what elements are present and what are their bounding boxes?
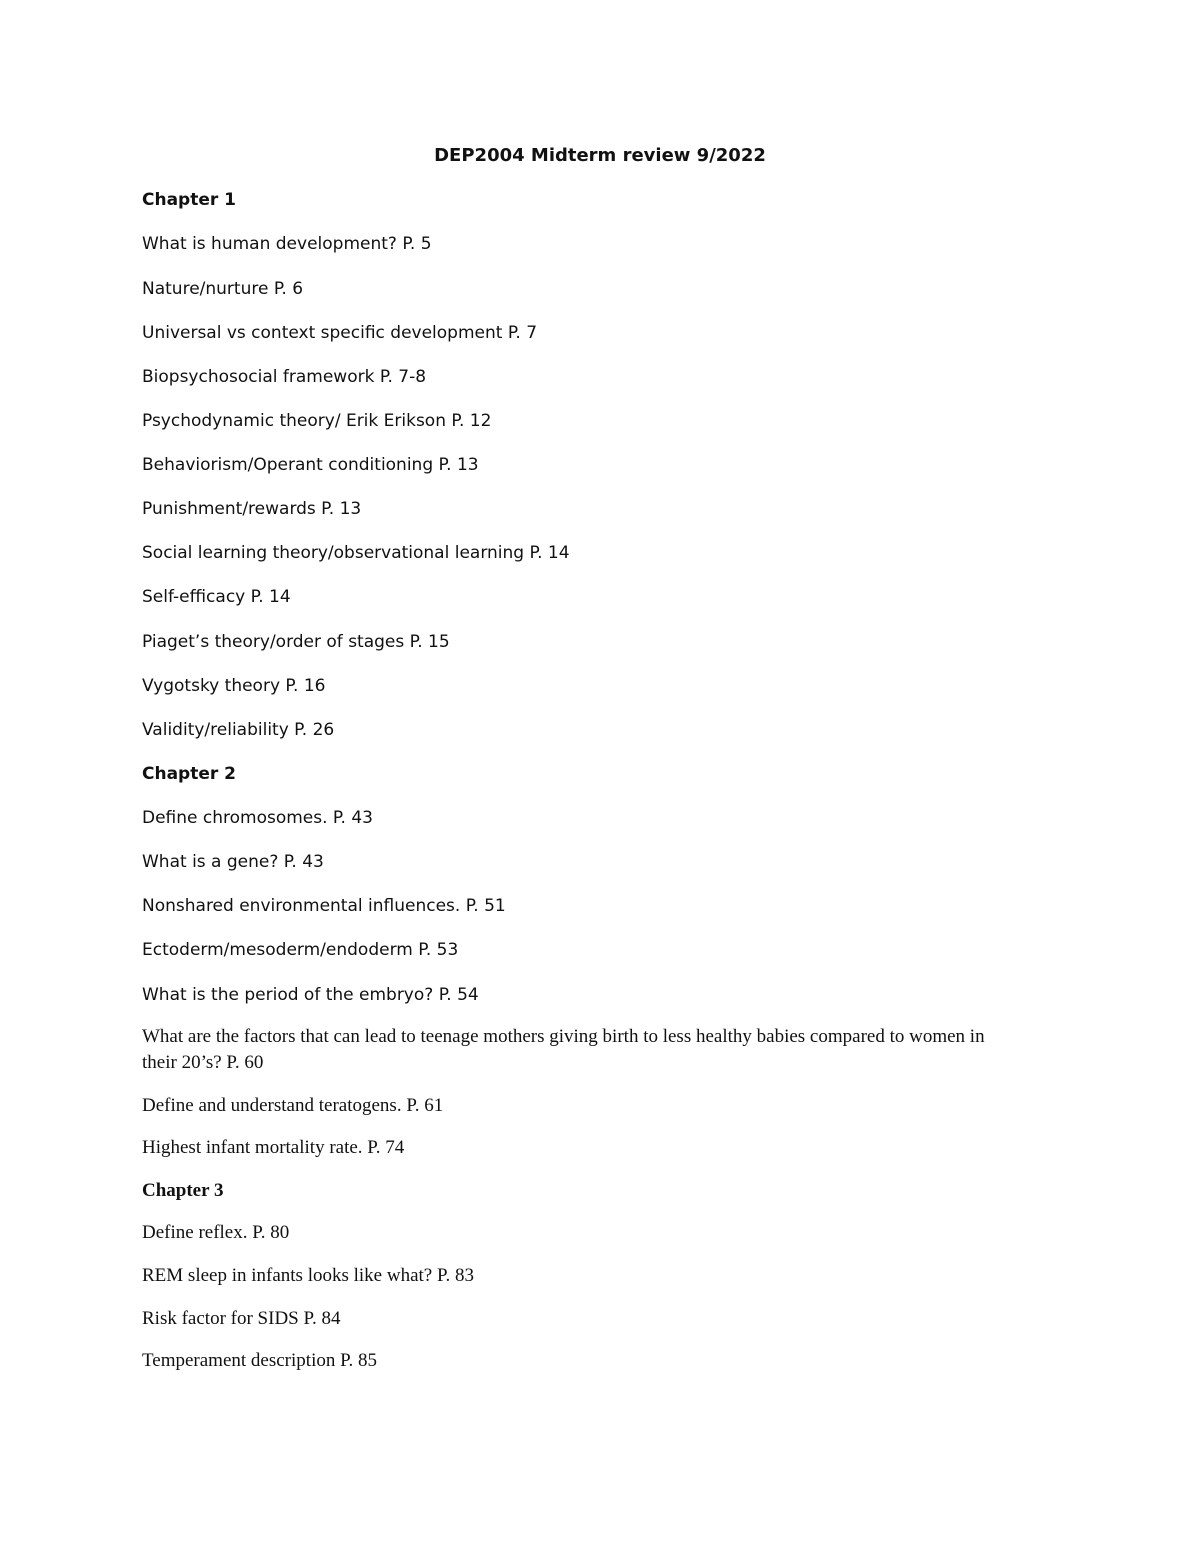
review-item: Psychodynamic theory/ Erik Erikson P. 12 bbox=[142, 411, 492, 431]
review-item: Self-efficacy P. 14 bbox=[142, 587, 291, 607]
review-item: Social learning theory/observational learning P. 14 bbox=[142, 543, 570, 563]
review-item: Nonshared environmental influences. P. 51 bbox=[142, 896, 506, 916]
review-item: Nature/nurture P. 6 bbox=[142, 279, 304, 299]
review-item: Validity/reliability P. 26 bbox=[142, 720, 335, 740]
review-item: Define chromosomes. P. 43 bbox=[142, 808, 373, 828]
chapter-3-heading: Chapter 3 bbox=[142, 1180, 224, 1201]
review-item: Behaviorism/Operant conditioning P. 13 bbox=[142, 455, 479, 475]
review-item: What is the period of the embryo? P. 54 bbox=[142, 985, 479, 1005]
review-item: Punishment/rewards P. 13 bbox=[142, 499, 362, 519]
review-item: Risk factor for SIDS P. 84 bbox=[142, 1308, 341, 1329]
review-item: Highest infant mortality rate. P. 74 bbox=[142, 1137, 405, 1158]
review-item: Piaget’s theory/order of stages P. 15 bbox=[142, 632, 450, 652]
review-item: Ectoderm/mesoderm/endoderm P. 53 bbox=[142, 940, 459, 960]
review-item: Biopsychosocial framework P. 7-8 bbox=[142, 367, 427, 387]
chapter-1-heading: Chapter 1 bbox=[142, 190, 237, 210]
chapter-2-heading: Chapter 2 bbox=[142, 764, 237, 784]
document-title: DEP2004 Midterm review 9/2022 bbox=[434, 145, 766, 166]
review-item: Define reflex. P. 80 bbox=[142, 1222, 290, 1243]
review-item: Temperament description P. 85 bbox=[142, 1350, 378, 1371]
review-item: What is human development? P. 5 bbox=[142, 234, 432, 254]
review-item: Universal vs context specific development P. 7 bbox=[142, 323, 538, 343]
review-item: What is a gene? P. 43 bbox=[142, 852, 324, 872]
review-item: Define and understand teratogens. P. 61 bbox=[142, 1095, 444, 1116]
review-item: Vygotsky theory P. 16 bbox=[142, 676, 326, 696]
review-item: What are the factors that can lead to teenage mothers giving birth to less healthy babies compared to women in their 20’s? P. 60 bbox=[142, 1026, 985, 1073]
review-item: REM sleep in infants looks like what? P. 83 bbox=[142, 1265, 474, 1286]
